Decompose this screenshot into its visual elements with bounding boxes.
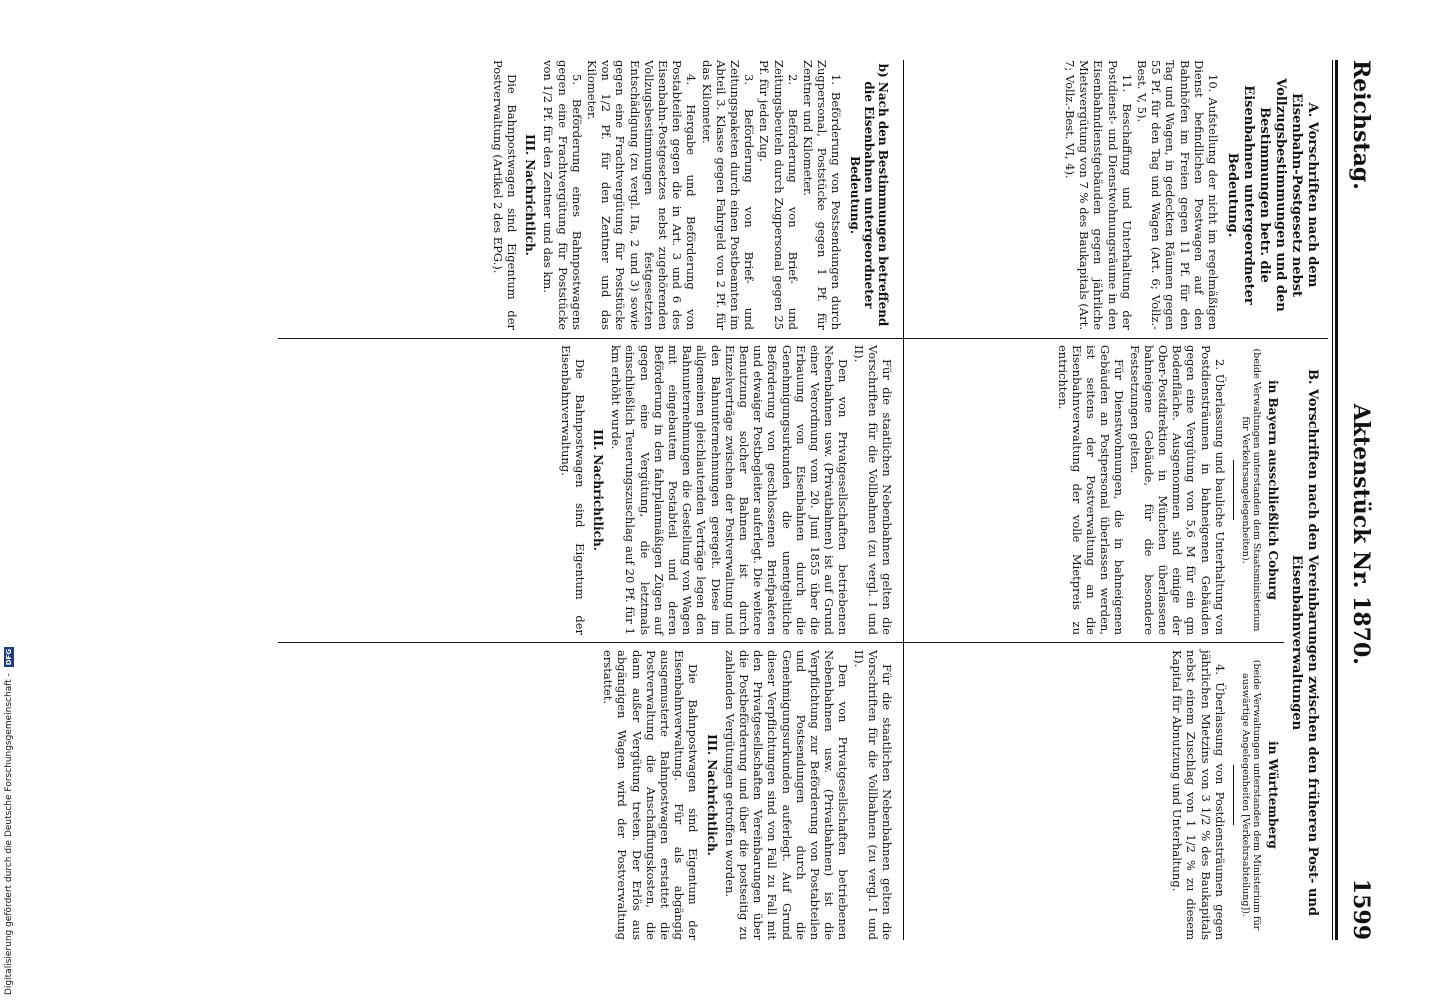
header-rule-thick bbox=[1335, 60, 1338, 940]
bayern-subtitle: (beide Verwaltungen unterstanden dem Staatsministerium für Verkehrsangelegenheiten). bbox=[1239, 348, 1262, 632]
subsection-b-paragraph: 5. Beförderung eines Bahnpostwagens gegen eine Frachtvergütung für Poststücke von 1/2 Pf. für den Zentner und das km. bbox=[541, 60, 584, 330]
horizontal-divider bbox=[903, 60, 904, 940]
bayern-column bbox=[1054, 345, 1284, 635]
column-divider bbox=[278, 642, 1284, 643]
wuerttemberg-nachrichtlich-text: Die Bahnpostwagen sind Eigentum der Eisenbahnverwaltung. Für als abgängig ausgemusterte Bahnpostwagen erstattet die Postverwaltung die Anschaffungskosten, die dann außer Vergütung treten. Der Erlös aus abgängigen Wagen wird der Postverwaltung erstattet. bbox=[601, 650, 701, 940]
column-divider bbox=[278, 338, 1328, 339]
section-a-paragraph: 10. Aufstellung der nicht im regelmäßigen Dienst befindlichen Postwagen auf den Bahnhöfen im Freien gegen 11 Pf. für den Tag und Wagen, in gedeckten Räumen gegen 55 Pf. für den Tag und Wagen (Art. 6; Vollz.-Best. V, 5). bbox=[1134, 60, 1220, 330]
section-a-nachrichtlich-text: Die Bahnpostwagen sind Eigentum der Postverwaltung (Artikel 2 des EPG.). bbox=[490, 60, 519, 330]
subsection-b-paragraph: 2. Beförderung von Brief- und Zeitungsbeuteln durch Zugpersonal gegen 25 Pf. für jeden Zug. bbox=[757, 60, 800, 330]
divider bbox=[1233, 765, 1234, 825]
header-rule-thin bbox=[1332, 60, 1333, 940]
bayern-nachrichtlich-title: III. Nachrichtlich. bbox=[590, 429, 605, 551]
bayern-paragraph: Für die staatlichen Nebenbahnen gelten die Vorschriften für die Vollbahnen (zu vergl. I und II). bbox=[851, 345, 894, 635]
wuerttemberg-title: in Württemberg bbox=[1266, 741, 1280, 849]
wuerttemberg-subtitle: (beide Verwaltungen unterstanden dem Ministerium für auswärtige Angelegenheiten [Verkehrsabteilung]). bbox=[1239, 659, 1262, 931]
section-a-paragraph: 11. Beschaffung und Unterhaltung der Postdienst- und Dienstwohnungsräume in den Eisenbahndienstgebäuden gegen jährliche Mietsvergütung von 7 % des Baukapitals (Art. 7; Vollz.-Best. VI, 4). bbox=[1062, 60, 1134, 330]
section-b-header bbox=[1284, 345, 1322, 940]
subsection-b-paragraph: 3. Beförderung von Brief- und Zeitungspaketen durch einen Postbeamten im Abteil 3. Klasse gegen Fahrgeld von 2 Pf. für das Kilometer. bbox=[699, 60, 757, 330]
section-a-nachrichtlich-title: III. Nachrichtlich. bbox=[523, 134, 538, 256]
wuerttemberg-nachrichtlich-title: III. Nachrichtlich. bbox=[704, 734, 719, 856]
wuerttemberg-paragraph: Für die staatlichen Nebenbahnen gelten die Vorschriften für die Vollbahnen (zu vergl. I und II). bbox=[851, 650, 894, 940]
bayern-title: in Bayern ausschließlich Coburg bbox=[1266, 380, 1280, 600]
section-a-column bbox=[1062, 60, 1322, 330]
wuerttemberg-paragraph: Den von Privatgesellschaften betriebenen Nebenbahnen usw. (Privatbahnen) ist die Verpflichtung zur Beförderung von Postabteilen und Postsendungen durch die Genehmigungsurkunden auferlegt. Auf Grund dieser Verpflichtungen sind von Fall zu Fall mit den Privatgesellschaften Vereinbarungen über die Postbeförderung und über die postseitig zu zahlenden Vergütungen getroffen worden. bbox=[722, 650, 851, 940]
bayern-paragraph: Für Dienstwohnungen, die in bahneigenen Gebäuden an Postpersonal überlassen werden, ist seitens der Postverwaltung an die Eisenbahnverwaltung der volle Mietpreis zu entrichten. bbox=[1055, 345, 1127, 635]
bayern-paragraph: Den von Privatgesellschaften betriebenen Nebenbahnen usw. (Privatbahnen) ist auf Grund einer Verordnung vom 20. Juni 1855 über die Erbauung von Eisenbahnen durch die Genehmigungsurkunden die unentgeltliche Beförderung von geschlossenen Briefpaketen und etwaiger Postbegleiter auferlegt. Die weitere Benutzung solcher Bahnen ist durch Einzelverträge zwischen der Postverwaltung und den Bahnunternehmungen geregelt. Diese im allgemeinen gleichlautenden Verträge legen den Bahnunternehmungen die Gestellung von Wagen mit eingebautem Postabteil und deren Beförderung in den fahrplanmäßigen Zügen auf gegen eine Vergütung, die letztmals einschließlich Teuerungszuschlag auf 20 Pf. für 1 km erhöht wurde. bbox=[609, 345, 851, 635]
divider bbox=[1233, 460, 1234, 520]
page-header bbox=[1348, 60, 1374, 940]
bayern-nebenbahnen bbox=[557, 345, 894, 635]
subsection-b-paragraph: 1. Beförderung von Postsendungen durch Zugpersonal, Poststücke gegen 1 Pf. für Zentner und Kilometer. bbox=[800, 60, 844, 330]
page-number: 1599 bbox=[1348, 878, 1374, 940]
subsection-b-title: b) Nach den Bestimmungen betreffend die Eisenbahnen untergeordneter Bedeutung. bbox=[847, 63, 890, 327]
bayern-paragraph: 2. Überlassung und bauliche Unterhaltung von Postdiensträumen in bahneigenen Gebäuden gegen eine Vergütung von 5,6 M für ein qm Bodenfläche. Ausgenommen sind einige der Ober-Postdirektion in München überlassene bahneigene Gebäude, für die besondere Festsetzungen gelten. bbox=[1127, 345, 1227, 635]
wuerttemberg-column bbox=[1169, 650, 1284, 940]
digitization-text: Digitalisierung gefördert durch die Deutsche Forschungsgemeinschaft - bbox=[4, 673, 14, 995]
digitization-note bbox=[4, 647, 14, 995]
wuerttemberg-nebenbahnen bbox=[600, 650, 894, 940]
header-left: Reichstag. bbox=[1348, 60, 1374, 190]
header-center: Aktenstück Nr. 1870. bbox=[1348, 403, 1374, 665]
section-a-subsection-b bbox=[490, 60, 894, 330]
dfg-logo: DFG bbox=[5, 648, 13, 666]
subsection-b-paragraph: 4. Hergabe und Beförderung von Postabteilen gegen die in Art. 3 und 6 des Eisenbahn-Postgesetzes nebst zugehörenden Vollzugsbestimmungen festgesetzten Entschädigung (zu vergl. IIa, 2 und 3) sowie gegen eine Frachtvergütung für Poststücke von 1/2 Pf. für den Zentner und das Kilometer. bbox=[584, 60, 699, 330]
section-a-title: A. Vorschriften nach dem Eisenbahn-Postgesetz nebst Vollzugsbestimmungen und den Bestimmungen betr. die Eisenbahnen untergeordneter Bedeutung. bbox=[1225, 78, 1320, 312]
section-b-title: B. Vorschriften nach den Vereinbarungen zwischen den früheren Post- und Eisenbahnverwaltungen bbox=[1289, 369, 1320, 916]
wuerttemberg-paragraph: 4. Überlassung von Postdiensträumen gegen jährlichen Mietzins von 3 1/2 % des Baukapitals nebst einem Zuschlag von 1 1/2 % zu diesem Kapital für Abnutzung und Unterhaltung. bbox=[1170, 650, 1227, 940]
bayern-nachrichtlich-text: Die Bahnpostwagen sind Eigentum der Eisenbahnverwaltung. bbox=[558, 345, 587, 635]
